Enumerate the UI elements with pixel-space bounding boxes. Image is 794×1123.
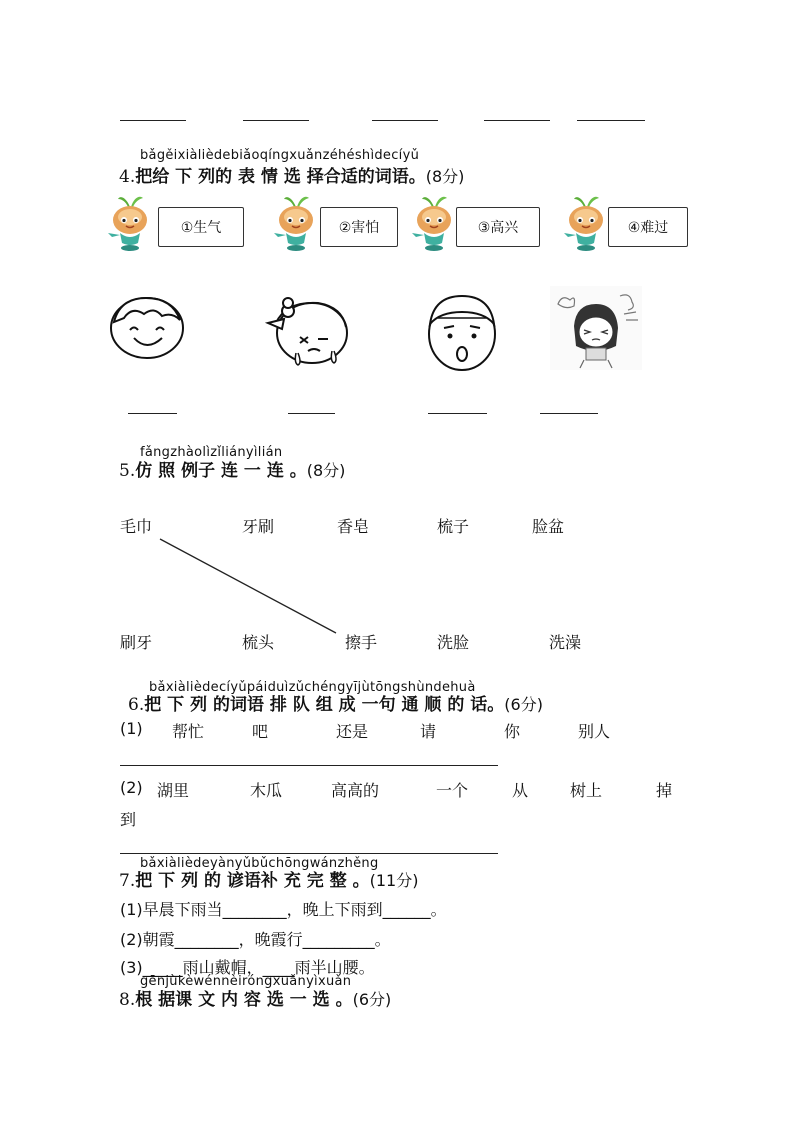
q5-top-word[interactable]: 脸盆 <box>532 517 565 536</box>
q5-top-word[interactable]: 香皂 <box>337 517 370 536</box>
q5-bottom-word[interactable]: 擦手 <box>345 633 378 652</box>
q5-number: 5. <box>119 461 136 481</box>
q4-pinyin: bǎgěixiàlièdebiǎoqíngxuǎnzéhéshìdecíyǔ <box>140 148 420 163</box>
q8-pinyin: gēnjùkèwénnèiróngxuǎnyìxuǎn <box>140 974 352 989</box>
q6-word: 吧 <box>252 722 269 741</box>
option-happy: ③高兴 <box>456 207 540 247</box>
option-scared: ②害怕 <box>320 207 398 247</box>
q8-score: (6分) <box>352 990 392 1009</box>
q6-item-label: (2) <box>120 778 143 797</box>
q5-top-word[interactable]: 梳子 <box>437 517 470 536</box>
q6-word: 到 <box>120 810 137 829</box>
q4-title-text: 把给 下 列的 表 情 选 择合适的词语。 <box>135 167 426 187</box>
q5-score: (8分) <box>306 461 346 480</box>
q6-number: 6. <box>128 695 145 715</box>
q6-word: 高高的 <box>331 781 380 800</box>
q6-word: 湖里 <box>157 781 190 800</box>
q6-word: 帮忙 <box>172 722 205 741</box>
sentence-answer-blank[interactable] <box>120 853 498 854</box>
q6-word: 一个 <box>436 781 469 800</box>
q6-title <box>128 690 543 715</box>
q5-bottom-word[interactable]: 洗澡 <box>549 633 582 652</box>
q7-number: 7. <box>119 871 136 891</box>
q5-bottom-word[interactable]: 刷牙 <box>120 633 153 652</box>
q5-top-word[interactable]: 毛巾 <box>120 517 153 536</box>
sentence-answer-blank[interactable] <box>120 765 498 766</box>
q5-bottom-word[interactable]: 梳头 <box>242 633 275 652</box>
q7-pinyin: bǎxiàlièdeyànyǔbǔchōngwánzhěng <box>140 856 379 871</box>
q8-title <box>119 985 391 1010</box>
option-sad: ④难过 <box>608 207 688 247</box>
q6-pinyin: bǎxiàlièdecíyǔpáiduìzǔchéngyījùtōngshùndehuà <box>149 680 476 695</box>
q6-title-text: 把 下 列 的词语 排 队 组 成 一句 通 顺 的 话。 <box>144 695 505 715</box>
q6-word: 还是 <box>336 722 369 741</box>
q6-word: 掉 <box>656 781 673 800</box>
q6-word: 木瓜 <box>250 781 283 800</box>
option-angry: ①生气 <box>158 207 244 247</box>
q5-pinyin: fǎngzhàolìzǐliányìlián <box>140 445 283 460</box>
q7-title-text: 把 下 列 的 谚语补 充 完 整 。 <box>135 871 370 891</box>
q6-word: 请 <box>420 722 437 741</box>
q7-score: (11分) <box>369 871 419 890</box>
q5-title-text: 仿 照 例子 连 一 连 。 <box>135 461 307 481</box>
q6-word: 你 <box>504 722 521 741</box>
q7-proverb-line[interactable]: (1)早晨下雨当________，晚上下雨到______。 <box>120 900 447 919</box>
q6-score: (6分) <box>504 695 543 714</box>
q5-bottom-word[interactable]: 洗脸 <box>437 633 470 652</box>
q6-item-label: (1) <box>120 719 143 738</box>
q7-proverb-line[interactable]: (3)_____雨山戴帽，____雨半山腰。 <box>120 958 375 977</box>
q8-title-text: 根 据课 文 内 容 选 一 选 。 <box>135 990 353 1010</box>
q5-top-word[interactable]: 牙刷 <box>242 517 275 536</box>
q7-proverb-line[interactable]: (2)朝霞________，晚霞行_________。 <box>120 930 391 949</box>
q8-number: 8. <box>119 990 136 1010</box>
q4-score: (8分) <box>425 167 465 186</box>
q6-word: 别人 <box>578 722 611 741</box>
q7-title <box>119 866 418 891</box>
q6-word: 从 <box>512 781 529 800</box>
q4-number: 4. <box>119 167 136 187</box>
q6-word: 树上 <box>570 781 603 800</box>
